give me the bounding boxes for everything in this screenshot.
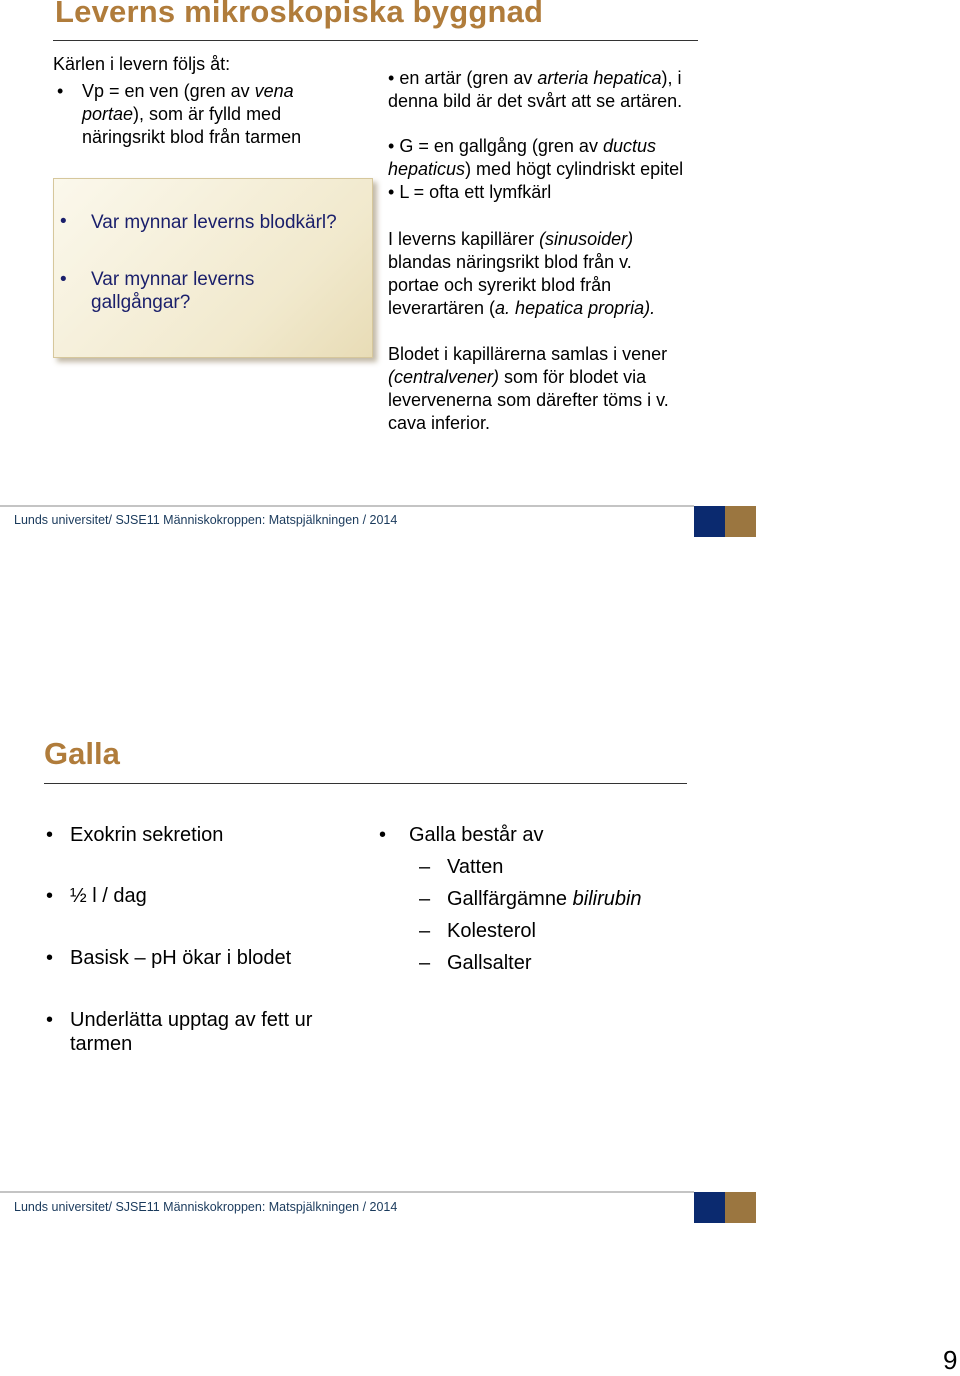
slide2-footer-text: Lunds universitet/ SJSE11 Människokroppen: Matspjälkningen / 2014 bbox=[14, 1200, 398, 1214]
left-item-2: ½ l / dag bbox=[70, 885, 147, 907]
left-item-3: Basisk – pH ökar i blodet bbox=[70, 947, 292, 969]
artery-line-1: • en artär (gren av arteria hepatica), i bbox=[388, 68, 682, 88]
left-item-1: Exokrin sekretion bbox=[70, 824, 224, 846]
left-bullet-3: • bbox=[46, 947, 54, 969]
slide1-footer-text: Lunds universitet/ SJSE11 Människokroppen: Matspjälkningen / 2014 bbox=[14, 513, 398, 527]
slide2-logo-brown-square bbox=[725, 1192, 756, 1223]
left-item-4-line-1: Underlätta upptag av fett ur bbox=[70, 1009, 313, 1031]
dash-1: – bbox=[419, 856, 431, 878]
l-line: • L = ofta ett lymfkärl bbox=[388, 182, 552, 202]
sub-item-gallfargamne: Gallfärgämne bilirubin bbox=[447, 888, 642, 910]
vp-line-2: portae), som är fylld med bbox=[82, 104, 282, 124]
slide1-intro: Kärlen i levern följs åt: bbox=[53, 54, 231, 74]
question-bullet-2: • bbox=[60, 269, 67, 290]
g-line-2: hepaticus) med högt cylindriskt epitel bbox=[388, 159, 684, 179]
question-2-line-2: gallgångar? bbox=[91, 292, 191, 313]
left-bullet-2: • bbox=[46, 885, 54, 907]
page-number: 9 bbox=[943, 1345, 958, 1375]
vp-line-3: näringsrikt blod från tarmen bbox=[82, 127, 302, 147]
question-1: Var mynnar leverns blodkärl? bbox=[91, 212, 337, 233]
slide1-title: Leverns mikroskopiska byggnad bbox=[55, 0, 544, 29]
slide2-title-rule bbox=[44, 783, 687, 784]
slide1-logo-blue-square bbox=[694, 506, 725, 537]
para1-line-3: portae och syrerikt blod från bbox=[388, 275, 612, 295]
para2-line-3: levervenerna som därefter töms i v. bbox=[388, 390, 669, 410]
slide2-footer-rule bbox=[0, 1191, 694, 1193]
sub-item-vatten: Vatten bbox=[447, 856, 504, 878]
sub-item-kolesterol: Kolesterol bbox=[447, 920, 536, 942]
left-bullet-1: • bbox=[46, 824, 54, 846]
g-line-1: • G = en gallgång (gren av ductus bbox=[388, 136, 656, 156]
slide1-footer-rule bbox=[0, 505, 694, 507]
slide2-logo-blue-square bbox=[694, 1192, 725, 1223]
para1-line-2: blandas näringsrikt blod från v. bbox=[388, 252, 632, 272]
artery-line-2: denna bild är det svårt att se artären. bbox=[388, 91, 683, 111]
vp-bullet-marker: • bbox=[57, 81, 64, 101]
dash-2: – bbox=[419, 888, 431, 910]
para1-line-4: leverartären (a. hepatica propria). bbox=[388, 298, 656, 318]
para2-line-4: cava inferior. bbox=[388, 413, 491, 433]
para2-line-1: Blodet i kapillärerna samlas i vener bbox=[388, 344, 668, 364]
para1-line-1: I leverns kapillärer (sinusoider) bbox=[388, 229, 634, 249]
left-item-4-line-2: tarmen bbox=[70, 1033, 133, 1055]
left-bullet-4: • bbox=[46, 1009, 54, 1031]
right-head: Galla består av bbox=[409, 824, 544, 846]
right-bullet: • bbox=[379, 824, 387, 846]
sub-item-gallsalter: Gallsalter bbox=[447, 952, 532, 974]
vp-line-1: Vp = en ven (gren av vena bbox=[82, 81, 294, 101]
slide1-title-rule bbox=[53, 40, 698, 41]
para2-line-2: (centralvener) som för blodet via bbox=[388, 367, 647, 387]
question-bullet-1: • bbox=[60, 211, 67, 232]
dash-4: – bbox=[419, 952, 431, 974]
dash-3: – bbox=[419, 920, 431, 942]
slide2-title: Galla bbox=[44, 736, 120, 771]
slide1-logo-brown-square bbox=[725, 506, 756, 537]
question-2-line-1: Var mynnar leverns bbox=[91, 269, 255, 290]
